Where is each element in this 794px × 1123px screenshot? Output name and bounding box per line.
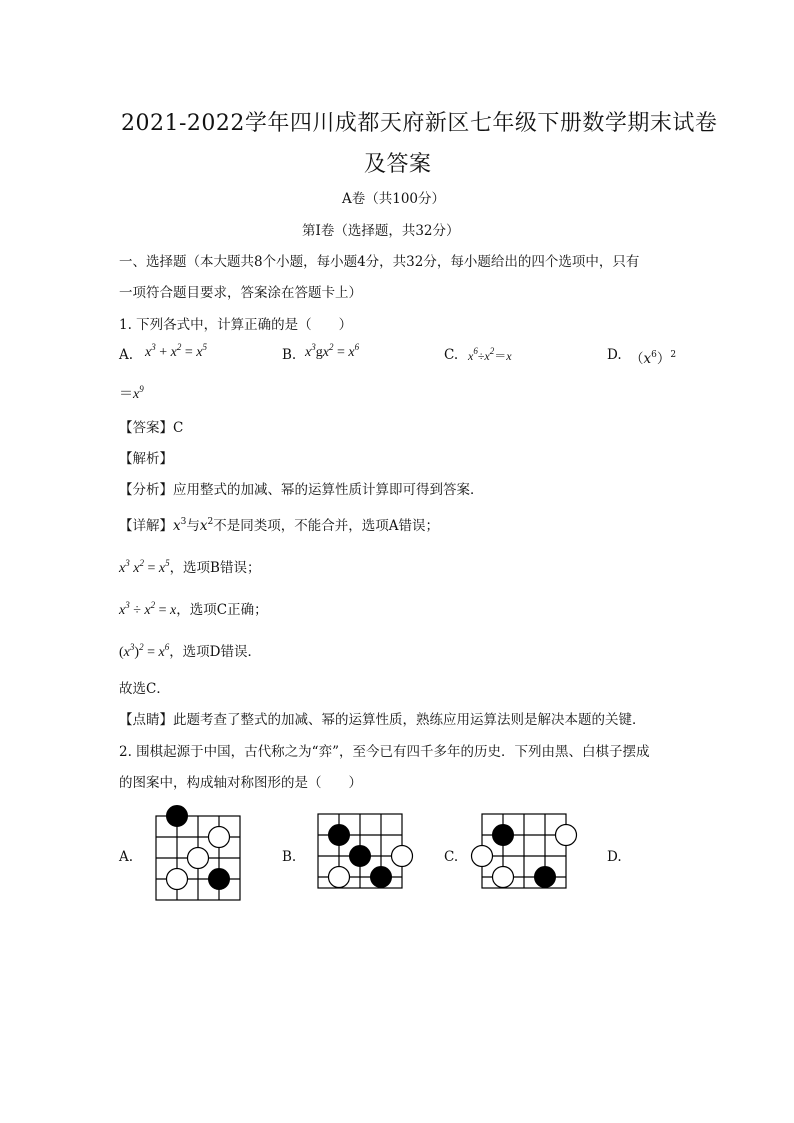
white-stone xyxy=(493,867,514,888)
white-stone xyxy=(188,848,209,869)
analysis-summary: 【分析】应用整式的加减、幂的运算性质计算即可得到答案． xyxy=(119,482,484,498)
black-stone xyxy=(350,846,371,867)
answer-line: 【答案】C xyxy=(119,420,184,436)
black-stone xyxy=(493,825,514,846)
white-stone xyxy=(329,867,350,888)
option-b-label: B. xyxy=(282,347,297,363)
q2-option-b-label: B. xyxy=(282,849,297,865)
conclusion: 故选C． xyxy=(119,681,170,697)
paper-title-line1: 2021-2022学年四川成都天府新区七年级下册数学期末试卷 xyxy=(121,111,718,136)
comment-line: 【点睛】此题考查了整式的加减、幂的运算性质，熟练应用运算法则是解决本题的关键． xyxy=(119,712,646,728)
option-d-expression: $(x^6)^2$ xyxy=(630,350,677,367)
option-d-label: D. xyxy=(607,347,622,363)
black-stone xyxy=(371,867,392,888)
detail-line-c: $x^3 \div x^2 = x$，选项C正确； xyxy=(119,600,268,618)
paper-title-line2: 及答案 xyxy=(364,152,432,177)
section-instructions-line1: 一、选择题（本大题共8个小题，每小题4分，共32分，每小题给出的四个选项中，只有 xyxy=(119,254,640,270)
go-board-b xyxy=(312,808,416,894)
section-a-heading: A卷（共100分） xyxy=(342,191,446,207)
option-c-label: C. xyxy=(444,347,459,363)
white-stone xyxy=(556,825,577,846)
option-a-expression: $x^3 + x^2 = x^5$ xyxy=(145,342,207,360)
white-stone xyxy=(167,869,188,890)
detail-line-b: $x^3$ $x^2 = x^5$，选项B错误； xyxy=(119,558,261,576)
analysis-label: 【解析】 xyxy=(119,451,173,467)
question-1-stem: 1. 下列各式中，计算正确的是（ ） xyxy=(119,317,353,333)
detail-line-a: 【详解】$x^3$与$x^2$不是同类项，不能合并，选项A错误； xyxy=(119,517,439,534)
option-c-expression: $x^6\div x^2=x$ xyxy=(468,346,512,363)
go-board-a xyxy=(150,800,246,906)
option-d-expression-continued: $=x^9$ xyxy=(119,384,144,402)
black-stone xyxy=(329,825,350,846)
black-stone xyxy=(209,869,230,890)
white-stone xyxy=(209,827,230,848)
detail-line-d: $(x^3)^2 = x^6$，选项D错误． xyxy=(119,642,262,660)
q2-option-c-label: C. xyxy=(444,849,459,865)
section-instructions-line2: 一项符合题目要求，答案涂在答题卡上） xyxy=(119,285,362,301)
white-stone xyxy=(392,846,413,867)
option-a-label: A. xyxy=(119,347,134,363)
question-2-stem-line2: 的图案中，构成轴对称图形的是（ ） xyxy=(119,775,362,791)
part-one-heading: 第Ⅰ卷（选择题，共32分） xyxy=(302,223,460,239)
black-stone xyxy=(535,867,556,888)
q2-option-a-label: A. xyxy=(119,849,134,865)
white-stone xyxy=(472,846,493,867)
question-2-stem-line1: 2. 围棋起源于中国，古代称之为“弈”，至今已有四千多年的历史．下列由黑、白棋子摆成 xyxy=(119,744,650,760)
q2-option-d-label: D. xyxy=(607,849,622,865)
go-board-c xyxy=(468,808,580,894)
black-stone xyxy=(167,806,188,827)
option-b-expression: $x^3gx^2 = x^6$ xyxy=(305,342,360,360)
